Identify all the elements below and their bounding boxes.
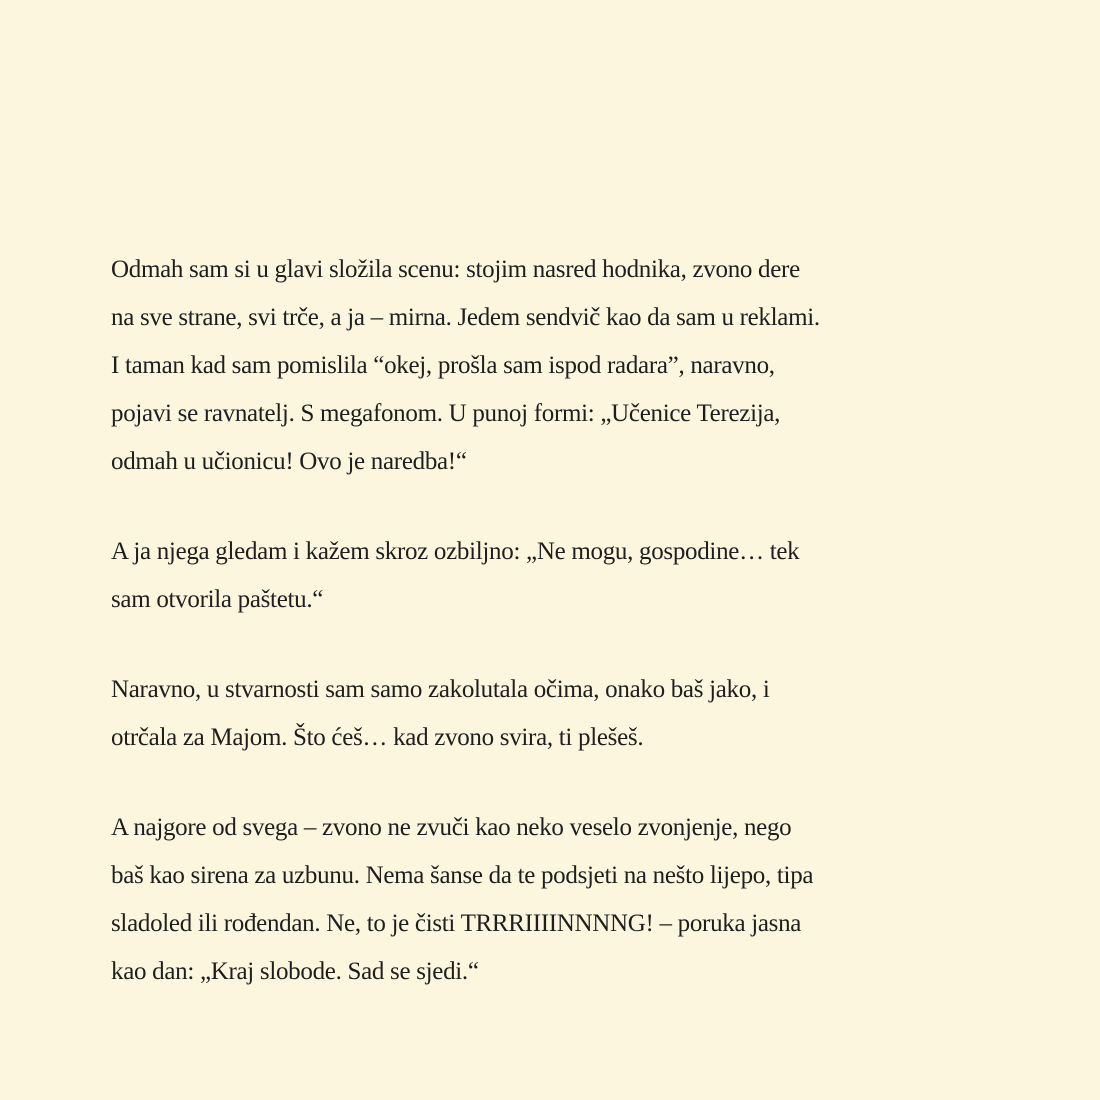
text-line: sladoled ili rođendan. Ne, to je čisti TRRRIIIINNNNG! – poruka jasna [111,910,802,937]
paragraph-4 [111,810,1011,1002]
text-line: baš kao sirena za uzbunu. Nema šanse da te podsjeti na nešto lijepo, tipa [111,862,814,889]
text-line: Naravno, u stvarnosti sam samo zakolutala očima, onako baš jako, i [111,676,770,703]
paragraph-2 [111,534,1011,630]
paragraph-3 [111,672,1011,768]
text-line: na sve strane, svi trče, a ja – mirna. Jedem sendvič kao da sam u reklami. [111,304,820,331]
paragraph-1 [111,252,1011,492]
text-line: A ja njega gledam i kažem skroz ozbiljno: „Ne mogu, gospodine… tek [111,538,800,565]
text-line: Odmah sam si u glavi složila scenu: stojim nasred hodnika, zvono dere [111,256,800,283]
text-line: sam otvorila paštetu.“ [111,586,324,613]
text-line: kao dan: „Kraj slobode. Sad se sjedi.“ [111,958,479,985]
text-line: pojavi se ravnatelj. S megafonom. U punoj formi: „Učenice Terezija, [111,400,781,427]
text-line: A najgore od svega – zvono ne zvuči kao neko veselo zvonjenje, nego [111,814,792,841]
document-body [111,252,1011,1044]
text-line: I taman kad sam pomislila “okej, prošla sam ispod radara”, naravno, [111,352,775,379]
text-line: odmah u učionicu! Ovo je naredba!“ [111,448,467,475]
text-line: otrčala za Majom. Što ćeš… kad zvono svira, ti plešeš. [111,724,644,751]
